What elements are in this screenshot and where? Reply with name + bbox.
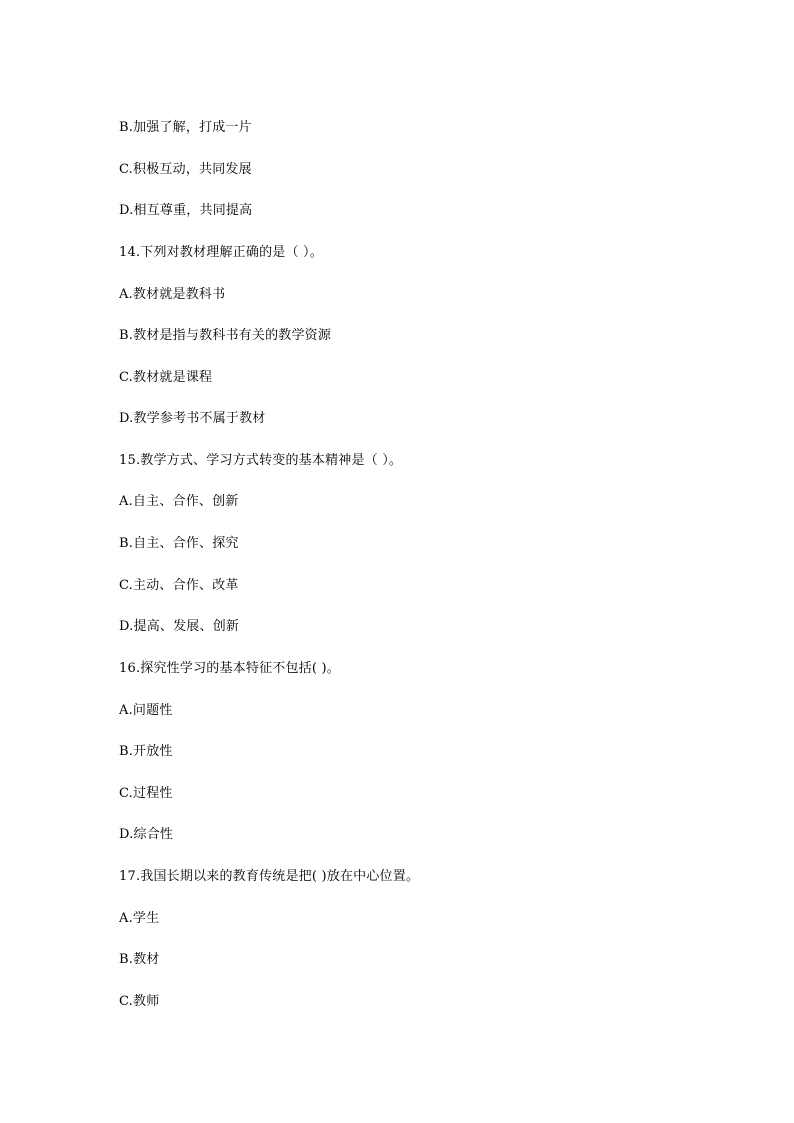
option-15c: C.主动、合作、改革 <box>119 578 239 593</box>
option-16d: D.综合性 <box>119 827 174 842</box>
option-14b: B.教材是指与教科书有关的教学资源 <box>119 328 332 343</box>
option-13c: C.积极互动，共同发展 <box>119 162 252 177</box>
option-17c: C.教师 <box>119 994 160 1009</box>
question-16: 16.探究性学习的基本特征不包括( )。 <box>119 661 340 676</box>
option-13b: B.加强了解，打成一片 <box>119 120 252 135</box>
option-16c: C.过程性 <box>119 786 173 801</box>
question-14: 14.下列对教材理解正确的是（ ）。 <box>119 245 323 260</box>
option-14c: C.教材就是课程 <box>119 370 213 385</box>
option-15d: D.提高、发展、创新 <box>119 619 240 634</box>
question-17: 17.我国长期以来的教育传统是把( )放在中心位置。 <box>119 869 420 884</box>
option-14d: D.教学参考书不属于教材 <box>119 411 266 426</box>
option-15b: B.自主、合作、探究 <box>119 536 239 551</box>
option-14a: A.教材就是教科书 <box>119 287 226 302</box>
option-13d: D.相互尊重，共同提高 <box>119 203 253 218</box>
question-15: 15.教学方式、学习方式转变的基本精神是（ ）。 <box>119 453 403 468</box>
option-15a: A.自主、合作、创新 <box>119 494 239 509</box>
option-16b: B.开放性 <box>119 744 173 759</box>
option-17b: B.教材 <box>119 952 160 967</box>
option-17a: A.学生 <box>119 911 160 926</box>
option-16a: A.问题性 <box>119 703 173 718</box>
